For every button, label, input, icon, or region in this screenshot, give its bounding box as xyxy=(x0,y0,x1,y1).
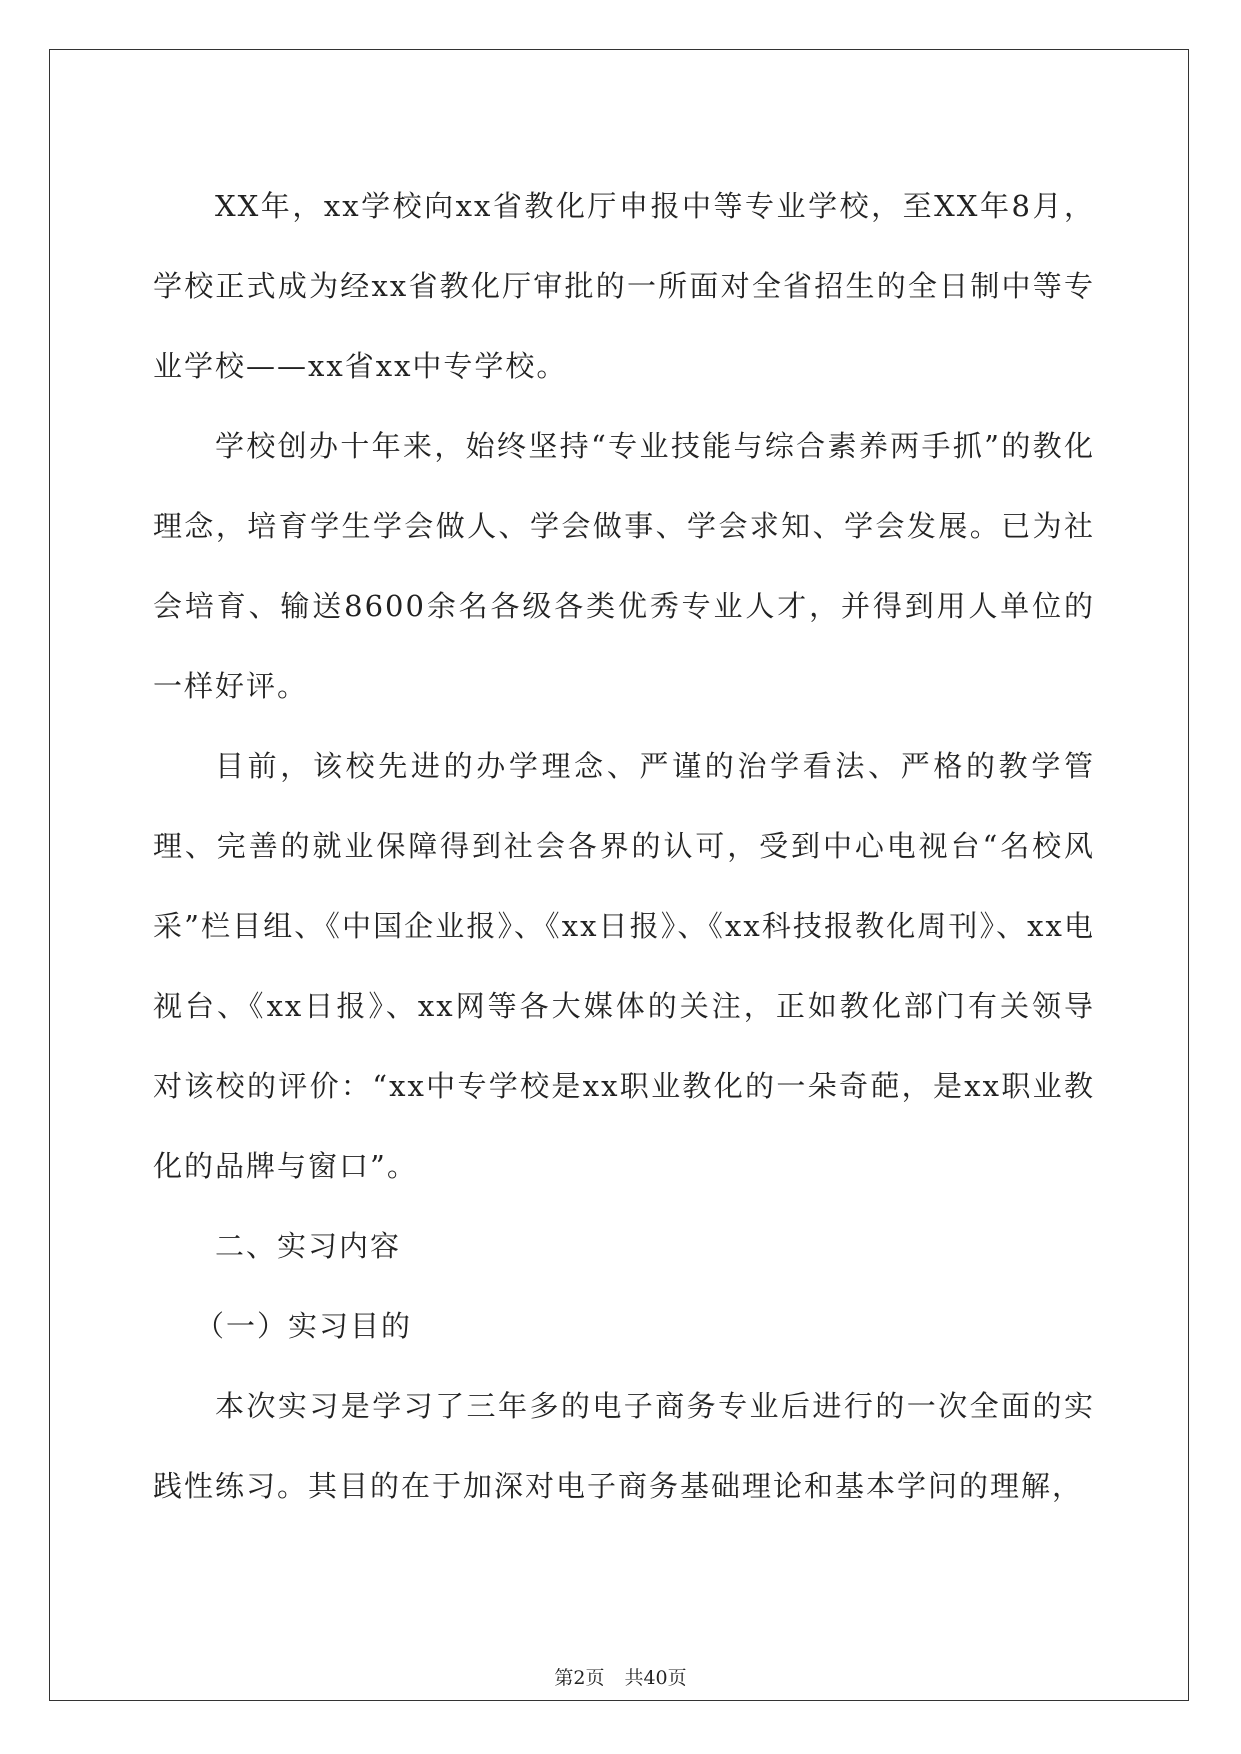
page-number-current: 第2页 xyxy=(554,1667,605,1689)
paragraph-school-reputation: 目前，该校先进的办学理念、严谨的治学看法、严格的教学管理、完善的就业保障得到社会各界的认可，受到中心电视台“名校风采”栏目组、《中国企业报》、《xx日报》、《xx科技报教化周刊》、xx电视台、《xx日报》、xx网等各大媒体的关注，正如教化部门有关领导对该校的评价：“xx中专学校是xx职业教化的一朵奇葩，是xx职业教化的品牌与窗口”。 xyxy=(153,749,1095,1183)
section-heading: 二、实习内容 xyxy=(215,1229,402,1263)
paragraph-school-philosophy: 学校创办十年来，始终坚持“专业技能与综合素养两手抓”的教化理念，培育学生学会做人、学会做事、学会求知、学会发展。已为社会培育、输送8600余名各级各类优秀专业人才，并得到用人单位的一样好评。 xyxy=(153,429,1095,703)
paragraph-internship-purpose: 本次实习是学习了三年多的电子商务专业后进行的一次全面的实践性练习。其目的在于加深对电子商务基础理论和基本学问的理解， xyxy=(153,1389,1095,1503)
page-number-total: 共40页 xyxy=(624,1667,687,1689)
paragraph-school-history: XX年，xx学校向xx省教化厅申报中等专业学校，至XX年8月，学校正式成为经xx省教化厅审批的一所面对全省招生的全日制中等专业学校——xx省xx中专学校。 xyxy=(153,189,1095,383)
document-body xyxy=(153,166,1095,1526)
subsection-heading: （一）实习目的 xyxy=(195,1309,413,1343)
page-footer xyxy=(0,1663,1241,1690)
